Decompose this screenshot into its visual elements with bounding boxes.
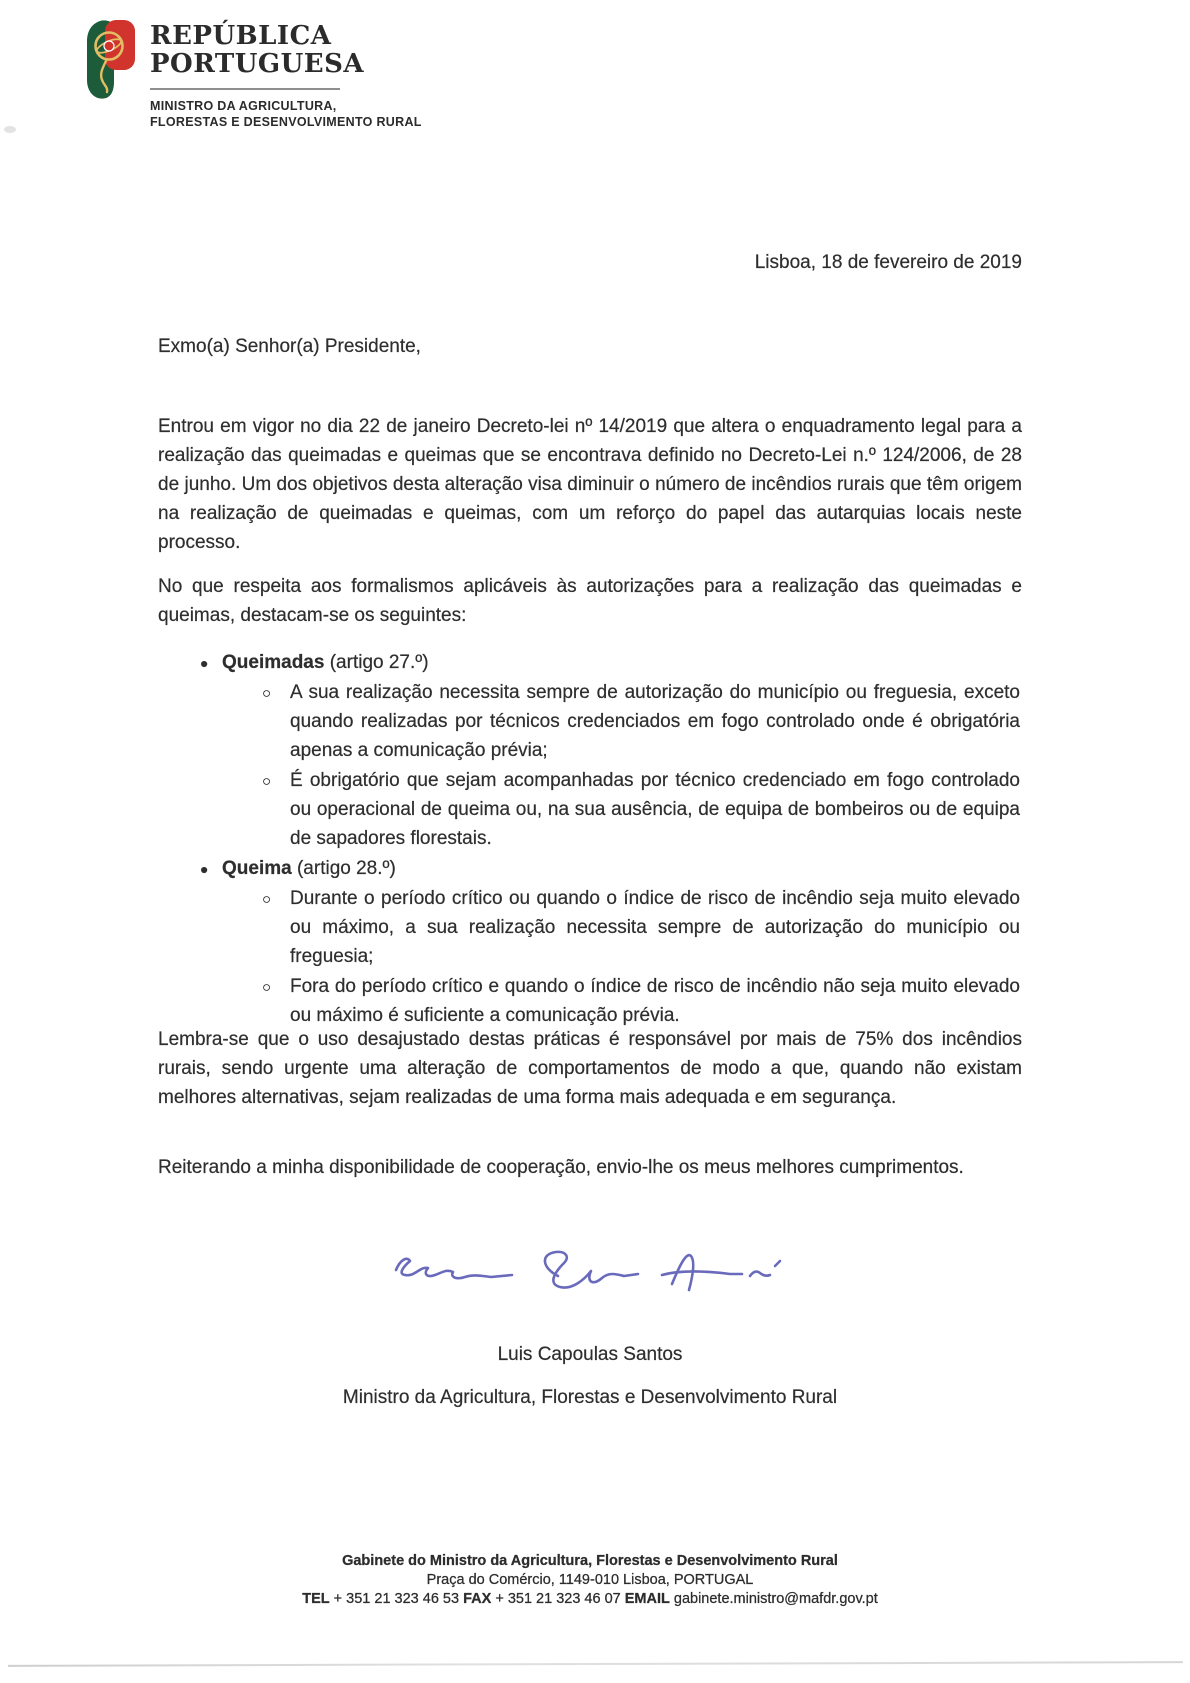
ministry-line1: MINISTRO DA AGRICULTURA, (150, 99, 337, 113)
bullet-queima-title (158, 854, 1022, 884)
bullet-queimadas-item-1-text: A sua realização necessita sempre de autorização do município ou freguesia, exceto quando realizadas por técnicos credenciados em fogo controlado onde é obrigatória apenas a comunicação prévia; (290, 682, 1020, 761)
footer-tel-label: TEL (302, 1591, 330, 1607)
bullet-queimadas-item-2-text: É obrigatório que sejam acompanhadas por técnico credenciado em fogo controlado ou operacional de queima ou, na sua ausência, de equipa de bombeiros ou de equipa de sapadores florestais. (290, 770, 1020, 849)
circle-bullet-icon: ○ (262, 685, 272, 702)
bullet-queimadas-item-1 (158, 678, 1020, 765)
scan-artifact-speck (4, 126, 16, 133)
paragraph-intro: Entrou em vigor no dia 22 de janeiro Decreto-lei nº 14/2019 que altera o enquadramento legal para a realização das queimadas e queimas que se encontrava definido no Decreto-Lei n.º 124/2006, de 28 de junho. Um dos objetivos desta alteração visa diminuir o número de incêndios rurais que têm origem na realização de queimadas e queimas, com um reforço do papel das autarquias locais neste processo. (158, 416, 1022, 553)
bullet-queimadas-label: Queimadas (222, 652, 325, 673)
footer-email-label: EMAIL (624, 1591, 670, 1607)
signer-name: Luis Capoulas Santos (497, 1344, 683, 1365)
bullet-icon: ● (200, 861, 209, 877)
republic-line2: PORTUGUESA (150, 49, 365, 79)
date-line: Lisboa, 18 de fevereiro de 2019 (754, 252, 1022, 273)
ministry-caption (150, 98, 422, 130)
handwritten-signature (390, 1244, 790, 1306)
paragraph-formalismos: No que respeita aos formalismos aplicáveis às autorizações para a realização das queimadas e queimas, destacam-se os seguintes: (158, 576, 1022, 626)
letterhead-divider (150, 88, 340, 90)
portuguese-flag-icon (85, 18, 137, 102)
bullet-queima-label: Queima (222, 858, 292, 879)
footer-fax-label: FAX (463, 1591, 492, 1607)
circle-bullet-icon: ○ (262, 773, 272, 790)
footer-contacts-line (0, 1590, 1180, 1609)
footer-email-value: gabinete.ministro@mafdr.gov.pt (669, 1591, 878, 1607)
footer (0, 1552, 1180, 1609)
bullet-queima-item-2 (158, 972, 1020, 1030)
bullet-queima-item-1 (158, 884, 1020, 971)
bullet-icon: ● (200, 655, 209, 671)
signer-title: Ministro da Agricultura, Florestas e Desenvolvimento Rural (342, 1387, 838, 1408)
footer-tel-value: + 351 21 323 46 53 (329, 1591, 464, 1607)
bullet-queimadas-suffix: (artigo 27.º) (324, 652, 429, 673)
paragraph-reiterando: Reiterando a minha disponibilidade de cooperação, envio-lhe os meus melhores cumprimentos. (158, 1157, 964, 1178)
ministry-line2: FLORESTAS E DESENVOLVIMENTO RURAL (150, 115, 422, 129)
republic-line1: REPÚBLICA (150, 21, 332, 51)
bullet-queimadas-item-2 (158, 766, 1020, 853)
circle-bullet-icon: ○ (262, 979, 272, 996)
footer-address-line: Praça do Comércio, 1149-010 Lisboa, PORTUGAL (426, 1572, 754, 1588)
bullet-queima-suffix: (artigo 28.º) (291, 858, 396, 879)
footer-fax-value: + 351 21 323 46 07 (491, 1591, 625, 1607)
bullet-queimadas-title (158, 648, 1022, 678)
circle-bullet-icon: ○ (262, 891, 272, 908)
republic-wordmark (150, 22, 364, 78)
bullet-list (158, 648, 1022, 1031)
bullet-queima-item-2-text: Fora do período crítico e quando o índice de risco de incêndio não seja muito elevado ou máximo é suficiente a comunicação prévia. (290, 976, 1020, 1026)
signature-block (0, 1244, 1180, 1311)
footer-office-line: Gabinete do Ministro da Agricultura, Florestas e Desenvolvimento Rural (342, 1553, 838, 1569)
scan-artifact-line (8, 1661, 1183, 1667)
salutation: Exmo(a) Senhor(a) Presidente, (158, 336, 421, 357)
paragraph-lembra-se: Lembra-se que o uso desajustado destas práticas é responsável por mais de 75% dos incêndios rurais, sendo urgente uma alteração de comportamentos de modo a que, quando não existam melhores alternativas, sejam realizadas de uma forma mais adequada e em segurança. (158, 1029, 1022, 1108)
bullet-queima-item-1-text: Durante o período crítico ou quando o índice de risco de incêndio seja muito elevado ou máximo, a sua realização necessita sempre de autorização do município ou freguesia; (290, 888, 1020, 967)
